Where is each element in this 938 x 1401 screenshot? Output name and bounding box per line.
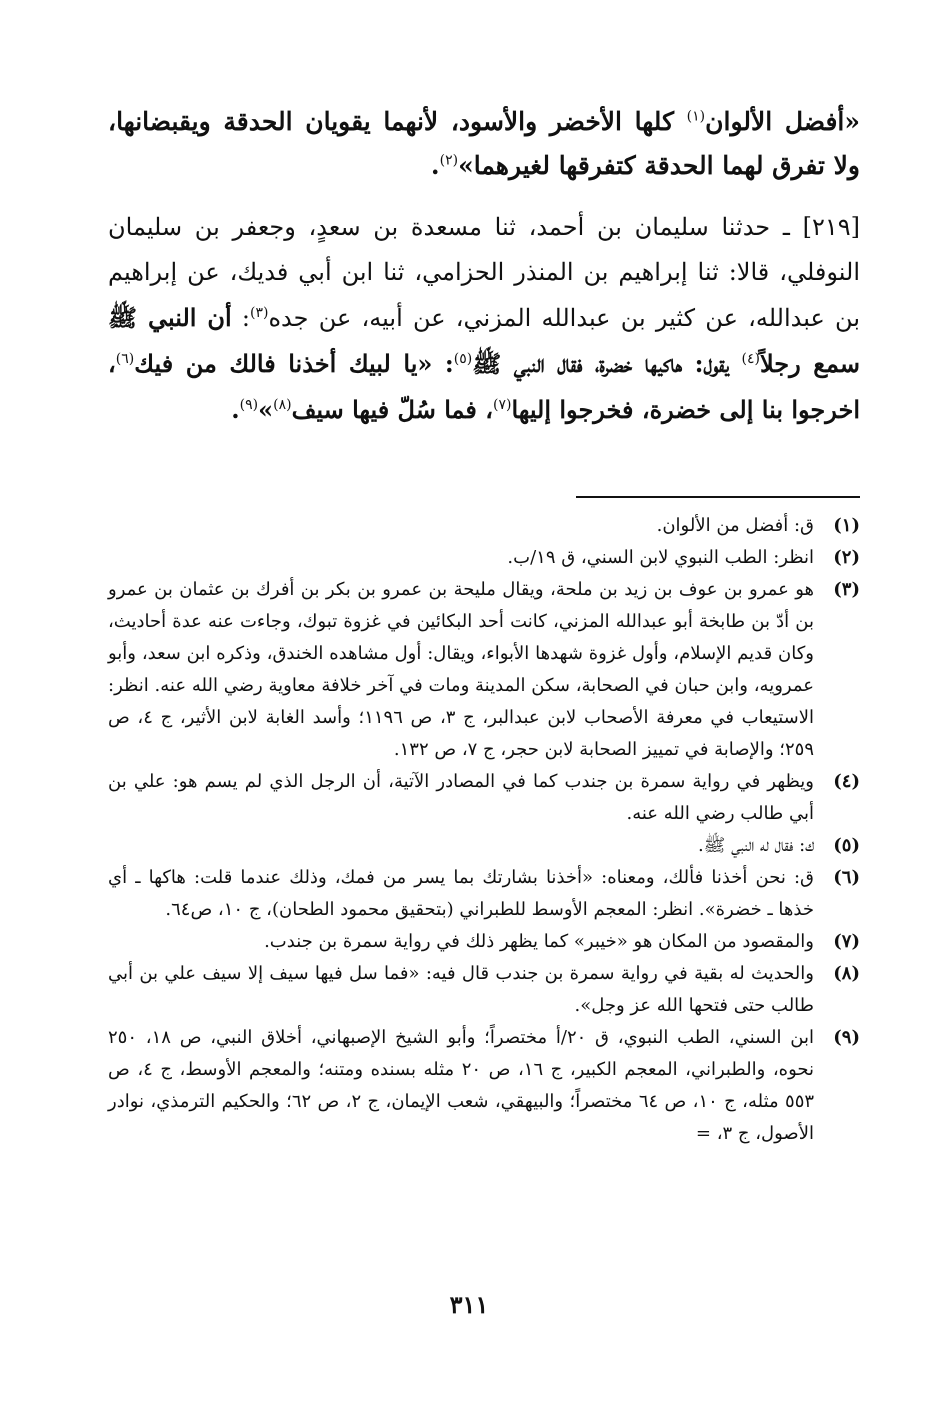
hadith-matn-4: ، اخرجوا بنا إلى خضرة، فخرجوا إليها [108,349,860,424]
hadith-matn-5: ، فما سُلّ فيها سيف [291,395,493,424]
quote-text-2: كلها الأخضر والأسود، لأنهما يقويان الحدقة ويقبضانها، ولا تفرق لهما الحدقة كتفرقها لغيرهما» [108,107,860,180]
footnote-text: انظر: الطب النبوي لابن السني، ق ١٩/ب. [507,547,814,568]
footnote-ref-3: (٣) [250,305,269,321]
footnote-number: (٦) [833,867,860,888]
footnote-2 [108,542,860,574]
page-number: ٣١١ [449,1290,489,1319]
footnote-number: (٢) [833,547,860,568]
quote-text-3: . [430,151,440,180]
footnote-9 [108,1022,860,1150]
footnote-4 [108,766,860,830]
hadith-colon: : [231,304,250,332]
footnote-divider [576,496,860,498]
footnote-ref-4: (٤) [741,351,760,367]
footnote-text: ويظهر في رواية سمرة بن جندب كما في المصادر الآتية، أن الرجل الذي لم يسم هو: علي بن أبي طالب رضي الله عنه. [108,771,814,824]
hadith-isnad: [٢١٩] ـ حدثنا سليمان بن أحمد، ثنا مسعدة بن سعدٍ، وجعفر بن سليمان النوفلي، قالا: ثنا إبراهيم بن المنذر الحزامي، ثنا ابن أبي فديك، عن إبراهيم بن عبدالله، عن كثير بن عبدالله المزني، عن أبيه، عن جده [108,213,861,332]
footnote-7 [108,926,860,958]
hadith-paragraph [108,205,860,433]
hadith-matn-1: أن النبي ﷺ سمع رجلاً [108,303,861,378]
footnote-number: (٩) [833,1027,860,1048]
footnote-ref-6: (٦) [115,351,135,367]
footnotes-list [108,510,860,1150]
quoted-saying [108,100,860,188]
footnote-ref-1: (١) [686,108,706,125]
footnote-text: هو عمرو بن عوف بن زيد بن ملحة، ويقال مليحة بن عمرو بن بكر بن أفرك بن عثمان بن عمرو بن أدّ بن طابخة أبو عبدالله المزني، كانت أحد البكائين في غزوة تبوك، وجاءت عنه عدة أحاديث، وكان قديم الإسلام، وأول غزوة شهدها الأبواء، ويقال: أول مشاهده الخندق، وذكره ابن سعد، وأبو عمرويه، وابن حبان في الصحابة، سكن المدينة ومات في آخر خلافة معاوية رضي الله عنه. انظر: الاستيعاب في معرفة الأصحاب لابن عبدالبر، ج ٣، ص ١١٩٦؛ وأسد الغابة لابن الأثير، ج ٤، ص ٢٥٩؛ والإصابة في تمييز الصحابة لابن حجر، ج ٧، ص ١٣٢. [108,579,814,760]
hadith-matn-end: . [231,395,240,424]
footnote-text: ق: نحن أخذنا فألك، ومعناه: «أخذنا بشارتك بما يسر من فمك، وذلك عندما قلت: هاكها ـ أي خذها ـ خضرة». انظر: المعجم الأوسط للطبراني (بتحقيق محمود الطحان)، ج ١٠، ص٦٤. [108,867,814,920]
footnote-ref-8: (٨) [273,397,292,413]
footnote-ref-9: (٩) [239,397,259,413]
footnote-6 [108,862,860,926]
footnote-ref-7: (٧) [492,397,512,413]
footnote-1 [108,510,860,542]
footnote-text: ق: أفضل من الألوان. [656,515,814,536]
hadith-matn-6: » [258,395,274,424]
hadith-matn-3: : «يا لبيك أخذنا فالك من فيك [134,349,454,378]
footnote-5 [108,830,860,862]
footnote-ref-5: (٥) [453,351,473,367]
quote-text-1: «أفضل الألوان [705,107,860,136]
hadith-matn-2: يقول: هاكيها خضرة، فقال النبي ﷺ [472,349,742,378]
footnote-number: (٤) [833,771,860,792]
footnote-text: ك: فقال له النبي ﷺ. [697,835,814,856]
footnote-number: (١) [833,515,860,536]
footnote-number: (٨) [833,963,860,984]
footnote-number: (٣) [833,579,860,600]
footnote-text: ابن السني، الطب النبوي، ق ٢٠/أ مختصراً؛ وأبو الشيخ الإصبهاني، أخلاق النبي، ص ١٨، ٢٥٠ نحوه، والطبراني، المعجم الكبير، ج ١٦، ص ٢٠ مثله بسنده ومتنه؛ والمعجم الأوسط، ج ٤، ص ٥٥٣ مثله، ج ١٠، ص ٦٤ مختصراً؛ والبيهقي، شعب الإيمان، ج ٢، ص ٦٢؛ والحكيم الترمذي، نوادر الأصول، ج ٣، = [108,1027,815,1144]
footnote-text: والحديث له بقية في رواية سمرة بن جندب قال فيه: «فما سل فيها سيف إلا سيف علي بن أبي طالب حتى فتحها الله عز وجل». [108,963,814,1016]
footnote-text: والمقصود من المكان هو «خيبر» كما يظهر ذلك في رواية سمرة بن جندب. [264,931,814,952]
footnote-number: (٧) [833,931,860,952]
footnote-ref-2: (٢) [439,152,459,169]
footnote-8 [108,958,860,1022]
footnote-number: (٥) [833,835,860,856]
footnote-3 [108,574,860,766]
